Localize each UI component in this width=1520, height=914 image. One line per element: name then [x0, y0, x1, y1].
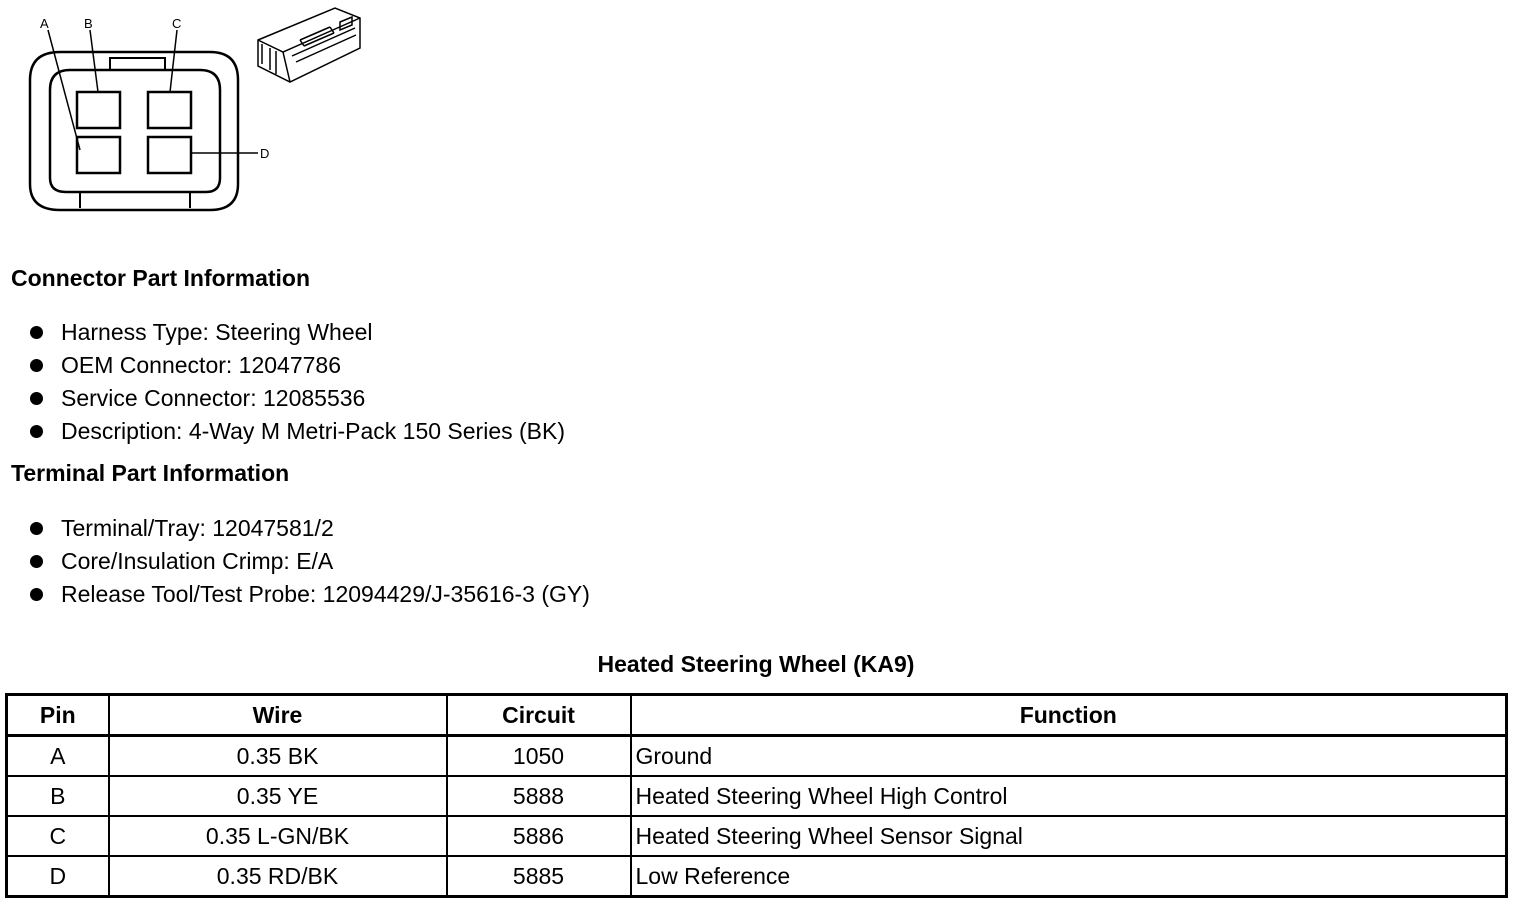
pin-cavity-c	[148, 92, 191, 128]
cell-function: Ground	[631, 736, 1507, 777]
list-item	[0, 316, 565, 349]
connector-info-item-text: OEM Connector: 12047786	[61, 352, 342, 378]
terminal-info-heading: Terminal Part Information	[11, 460, 290, 486]
terminal-info-item-text: Release Tool/Test Probe: 12094429/J-35616-3 (GY)	[61, 581, 590, 607]
connector-bottom-key	[80, 192, 190, 208]
leader-line-b	[90, 30, 98, 92]
cell-wire: 0.35 YE	[109, 776, 447, 816]
table-header-row	[7, 695, 1507, 736]
connector-info-heading: Connector Part Information	[11, 265, 311, 291]
connector-outer-housing	[30, 52, 238, 210]
connector-info-list	[0, 316, 565, 448]
pin-cavity-b	[77, 92, 120, 128]
leader-line-a	[48, 30, 80, 150]
pinout-table	[5, 693, 1508, 898]
connector-isometric-sketch	[258, 8, 360, 82]
header-function: Function	[631, 695, 1507, 736]
cell-circuit: 5888	[447, 776, 631, 816]
cell-pin: C	[7, 816, 109, 856]
cell-circuit: 5885	[447, 856, 631, 897]
cell-pin: B	[7, 776, 109, 816]
pin-label-c: C	[172, 16, 182, 31]
terminal-info-item-text: Terminal/Tray: 12047581/2	[61, 515, 334, 541]
bullet-icon	[30, 326, 43, 339]
table-row	[7, 816, 1507, 856]
pin-label-a: A	[40, 16, 49, 31]
cell-function: Heated Steering Wheel High Control	[631, 776, 1507, 816]
header-pin: Pin	[7, 695, 109, 736]
list-item	[0, 578, 590, 611]
connector-info-item-text: Description: 4-Way M Metri-Pack 150 Series (BK)	[61, 418, 566, 444]
cell-function: Heated Steering Wheel Sensor Signal	[631, 816, 1507, 856]
table-row	[7, 776, 1507, 816]
bullet-icon	[30, 425, 43, 438]
list-item	[0, 415, 565, 448]
list-item	[0, 512, 590, 545]
terminal-info-item-text: Core/Insulation Crimp: E/A	[61, 548, 334, 574]
table-row	[7, 856, 1507, 897]
bullet-icon	[30, 588, 43, 601]
list-item	[0, 545, 590, 578]
pin-label-b: B	[84, 16, 93, 31]
cell-circuit: 1050	[447, 736, 631, 777]
bullet-icon	[30, 392, 43, 405]
bullet-icon	[30, 522, 43, 535]
cell-function: Low Reference	[631, 856, 1507, 897]
header-wire: Wire	[109, 695, 447, 736]
leader-line-c	[170, 30, 177, 92]
table-row	[7, 736, 1507, 777]
connector-latch-tab	[110, 58, 165, 70]
header-circuit: Circuit	[447, 695, 631, 736]
terminal-info-list	[0, 512, 590, 611]
connector-face-diagram	[0, 0, 380, 220]
pin-label-d: D	[260, 146, 270, 161]
pinout-table-title: Heated Steering Wheel (KA9)	[597, 651, 915, 677]
cell-wire: 0.35 BK	[109, 736, 447, 777]
cell-wire: 0.35 L-GN/BK	[109, 816, 447, 856]
list-item	[0, 349, 565, 382]
pin-cavity-d	[148, 137, 191, 173]
cell-wire: 0.35 RD/BK	[109, 856, 447, 897]
connector-info-item-text: Harness Type: Steering Wheel	[61, 319, 373, 345]
connector-info-item-text: Service Connector: 12085536	[61, 385, 366, 411]
list-item	[0, 382, 565, 415]
pin-cavity-a	[77, 137, 120, 173]
cell-pin: D	[7, 856, 109, 897]
cell-circuit: 5886	[447, 816, 631, 856]
bullet-icon	[30, 359, 43, 372]
bullet-icon	[30, 555, 43, 568]
cell-pin: A	[7, 736, 109, 777]
